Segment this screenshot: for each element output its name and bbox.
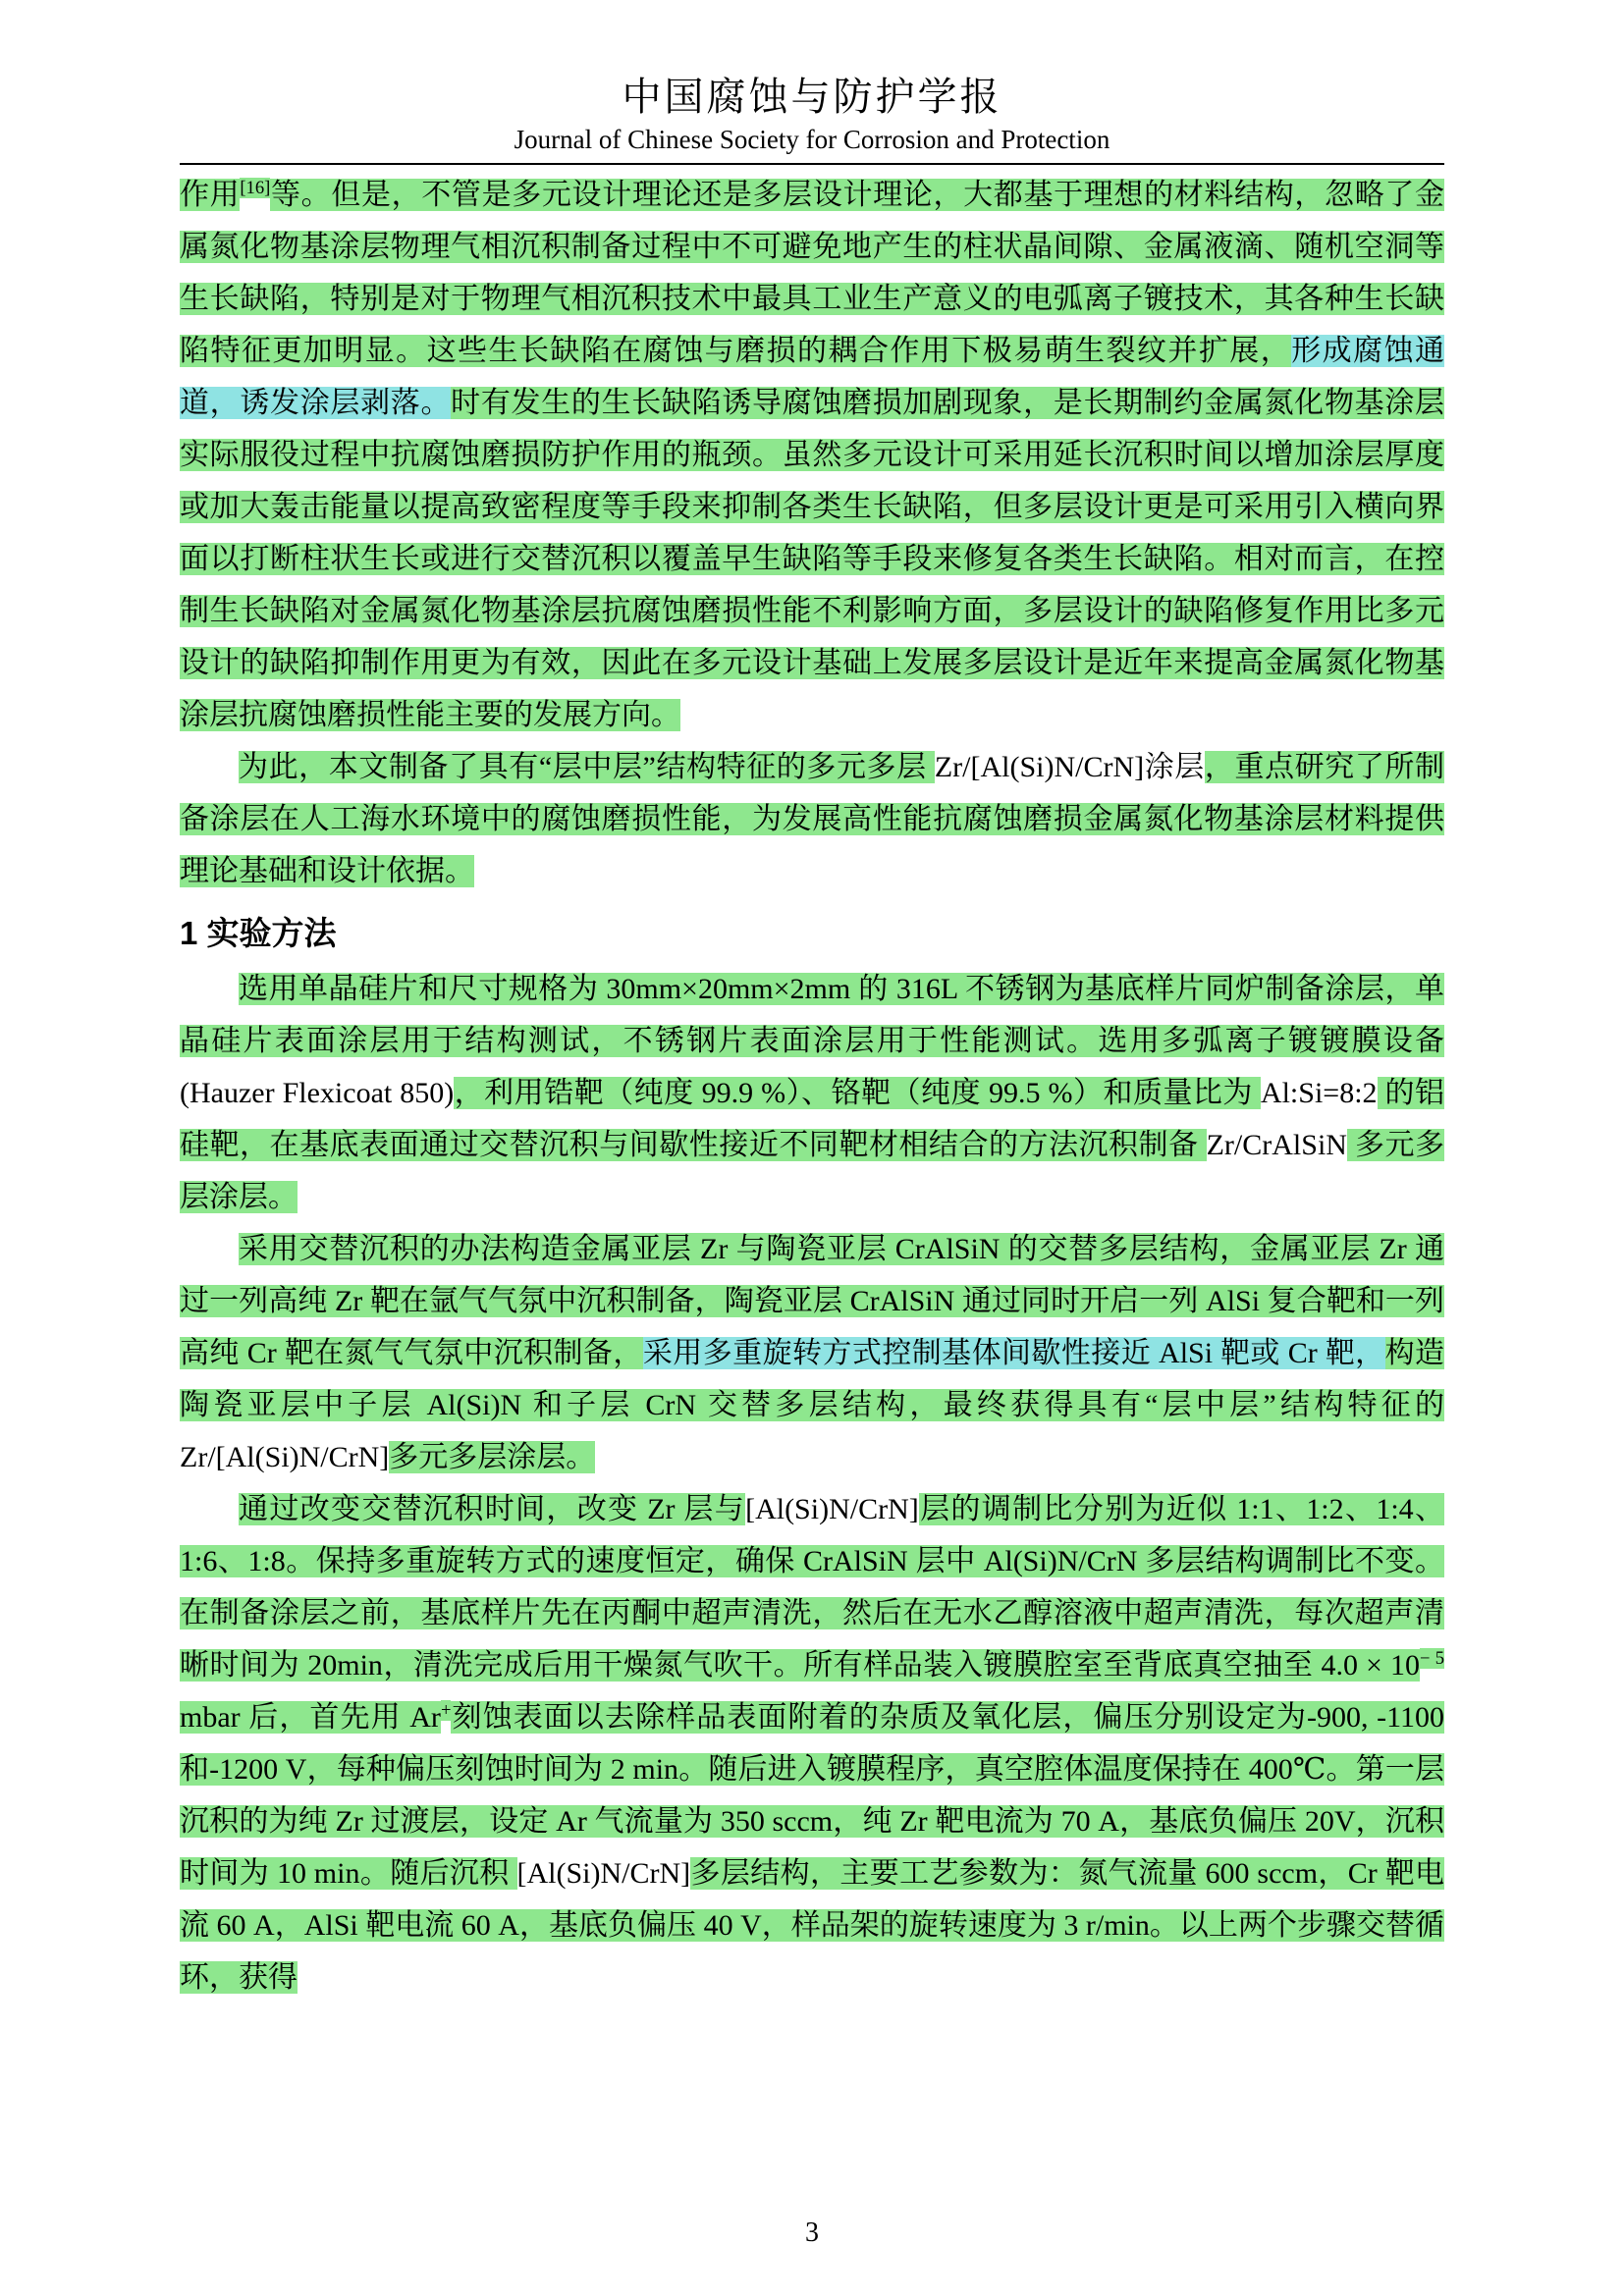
- superscript: +: [440, 1700, 452, 1721]
- highlighted-text-green: 刻蚀表面以去除样品表面附着的杂质及氧化层，偏压分别设定为-900, -1100 和-1200 V，每种偏压刻蚀时间为 2 min。随后进入镀膜程序，真空腔体温度保持在 400℃。第一层沉积的为纯 Zr 过渡层，设定 Ar 气流量为 350 sccm，纯 Zr 靶电流为 70 A，基底负偏压 20V，沉积时间为 10 min。随后沉积: [180, 1701, 1445, 1890]
- page-header: [180, 75, 1444, 165]
- paragraph: [180, 169, 1444, 741]
- highlighted-text-green: 时有发生的生长缺陷诱导腐蚀磨损加剧现象，是长期制约金属氮化物基涂层实际服役过程中抗腐蚀磨损防护作用的瓶颈。虽然多元设计可采用延长沉积时间以增加涂层厚度或加大轰击能量以提高致密程度等手段来抑制各类生长缺陷，但多层设计更是可采用引入横向界面以打断柱状生长或进行交替沉积以覆盖早生缺陷等手段来修复各类生长缺陷。相对而言，在控制生长缺陷对金属氮化物基涂层抗腐蚀磨损性能不利影响方面，多层设计的缺陷修复作用比多元设计的缺陷抑制作用更为有效，因此在多元设计基础上发展多层设计是近年来提高金属氮化物基涂层抗腐蚀磨损性能主要的发展方向。: [180, 387, 1445, 731]
- highlighted-text-green: 多元多层涂层。: [389, 1441, 596, 1473]
- highlighted-text-green: 构造陶瓷亚层中子层 Al(Si)N 和子层 CrN 交替多层结构，最终获得具有“层中层”结构特征的: [180, 1337, 1445, 1421]
- highlighted-text-cyan: 形成腐蚀通道，诱发涂层剥落。: [180, 335, 1445, 419]
- superscript: [16]: [240, 178, 271, 198]
- highlighted-text-green: 多层结构，主要工艺参数为：氮气流量 600 sccm，Cr 靶电流 60 A，AlSi 靶电流 60 A，基底负偏压 40 V，样品架的旋转速度为 3 r/min。以上两个步骤交替循环，获得: [180, 1857, 1444, 1994]
- header-rule: [180, 163, 1444, 165]
- highlighted-text-green: 采用交替沉积的办法构造金属亚层 Zr 与陶瓷亚层 CrAlSiN 的交替多层结构，金属亚层 Zr 通过一列高纯 Zr 靶在氩气气氛中沉积制备，陶瓷亚层 CrAlSiN 通过同时开启一列 AlSi 复合靶和一列高纯 Cr 靶在氮气气氛中沉积制备，: [180, 1233, 1444, 1369]
- highlighted-text-green: 等。但是，不管是多元设计理论还是多层设计理论，大都基于理想的材料结构，忽略了金属氮化物基涂层物理气相沉积制备过程中不可避免地产生的柱状晶间隙、金属液滴、随机空洞等生长缺陷，特别是对于物理气相沉积技术中最具工业生产意义的电弧离子镀技术，其各种生长缺陷特征更加明显。这些生长缺陷在腐蚀与磨损的耦合作用下极易萌生裂纹并扩展，: [180, 179, 1445, 367]
- highlighted-text-green: 的铝硅靶，在基底表面通过交替沉积与间歇性接近不同靶材相结合的方法沉积制备: [180, 1077, 1445, 1161]
- text-run: Zr/CrAlSiN: [1206, 1129, 1347, 1161]
- paragraph: [180, 963, 1444, 1223]
- highlighted-text-green: 多元多层涂层。: [180, 1129, 1445, 1213]
- text-run: Zr/[Al(Si)N/CrN]涂层: [934, 751, 1205, 783]
- text-run: Al:Si=8:2: [1260, 1077, 1378, 1109]
- highlighted-text-green: ，重点研究了所制备涂层在人工海水环境中的腐蚀磨损性能，为发展高性能抗腐蚀磨损金属氮化物基涂层材料提供理论基础和设计依据。: [180, 751, 1445, 887]
- document-content: [180, 169, 1444, 2003]
- text-run: (Hauzer Flexicoat 850): [180, 1077, 455, 1109]
- journal-title-english: Journal of Chinese Society for Corrosion and Protection: [514, 125, 1110, 154]
- paragraph: [180, 1483, 1444, 2003]
- page-number: 3: [805, 2217, 819, 2248]
- highlighted-text-green: 层的调制比分别为近似 1:1、1:2、1:4、1:6、1:8。保持多重旋转方式的速度恒定，确保 CrAlSiN 层中 Al(Si)N/CrN 多层结构调制比不变。在制备涂层之前，基底样片先在丙酮中超声清洗，然后在无水乙醇溶液中超声清洗，每次超声清晰时间为 20min，清洗完成后用干燥氮气吹干。所有样品装入镀膜腔室至背底真空抽至 4.0 × 10: [180, 1493, 1444, 1682]
- text-run: [Al(Si)N/CrN]: [516, 1857, 691, 1890]
- text-run: [Al(Si)N/CrN]: [745, 1493, 919, 1525]
- highlighted-text-cyan: 采用多重旋转方式控制基体间歇性接近 AlSi 靶或 Cr 靶，: [642, 1337, 1385, 1369]
- highlighted-text-green: 通过改变交替沉积时间，改变 Zr 层与: [239, 1493, 746, 1525]
- paragraph: [180, 741, 1444, 897]
- superscript: − 5: [1420, 1648, 1444, 1669]
- highlighted-text-green: ，利用锆靶（纯度 99.9 %）、铬靶（纯度 99.5 %）和质量比为: [454, 1077, 1261, 1109]
- journal-title-chinese: 中国腐蚀与防护学报: [622, 75, 1002, 119]
- highlighted-text-green: 作用: [180, 179, 241, 211]
- highlighted-text-green: mbar 后，首先用 Ar: [180, 1701, 441, 1734]
- text-run: Zr/[Al(Si)N/CrN]: [180, 1441, 390, 1473]
- highlighted-text-green: 选用单晶硅片和尺寸规格为 30mm×20mm×2mm 的 316L 不锈钢为基底样片同炉制备涂层，单晶硅片表面涂层用于结构测试，不锈钢片表面涂层用于性能测试。选用多弧离子镀镀膜设备: [180, 973, 1444, 1057]
- highlighted-text-green: 为此，本文制备了具有“层中层”结构特征的多元多层: [239, 751, 935, 783]
- section-heading: 1 实验方法: [180, 915, 337, 951]
- paragraph: [180, 1223, 1444, 1483]
